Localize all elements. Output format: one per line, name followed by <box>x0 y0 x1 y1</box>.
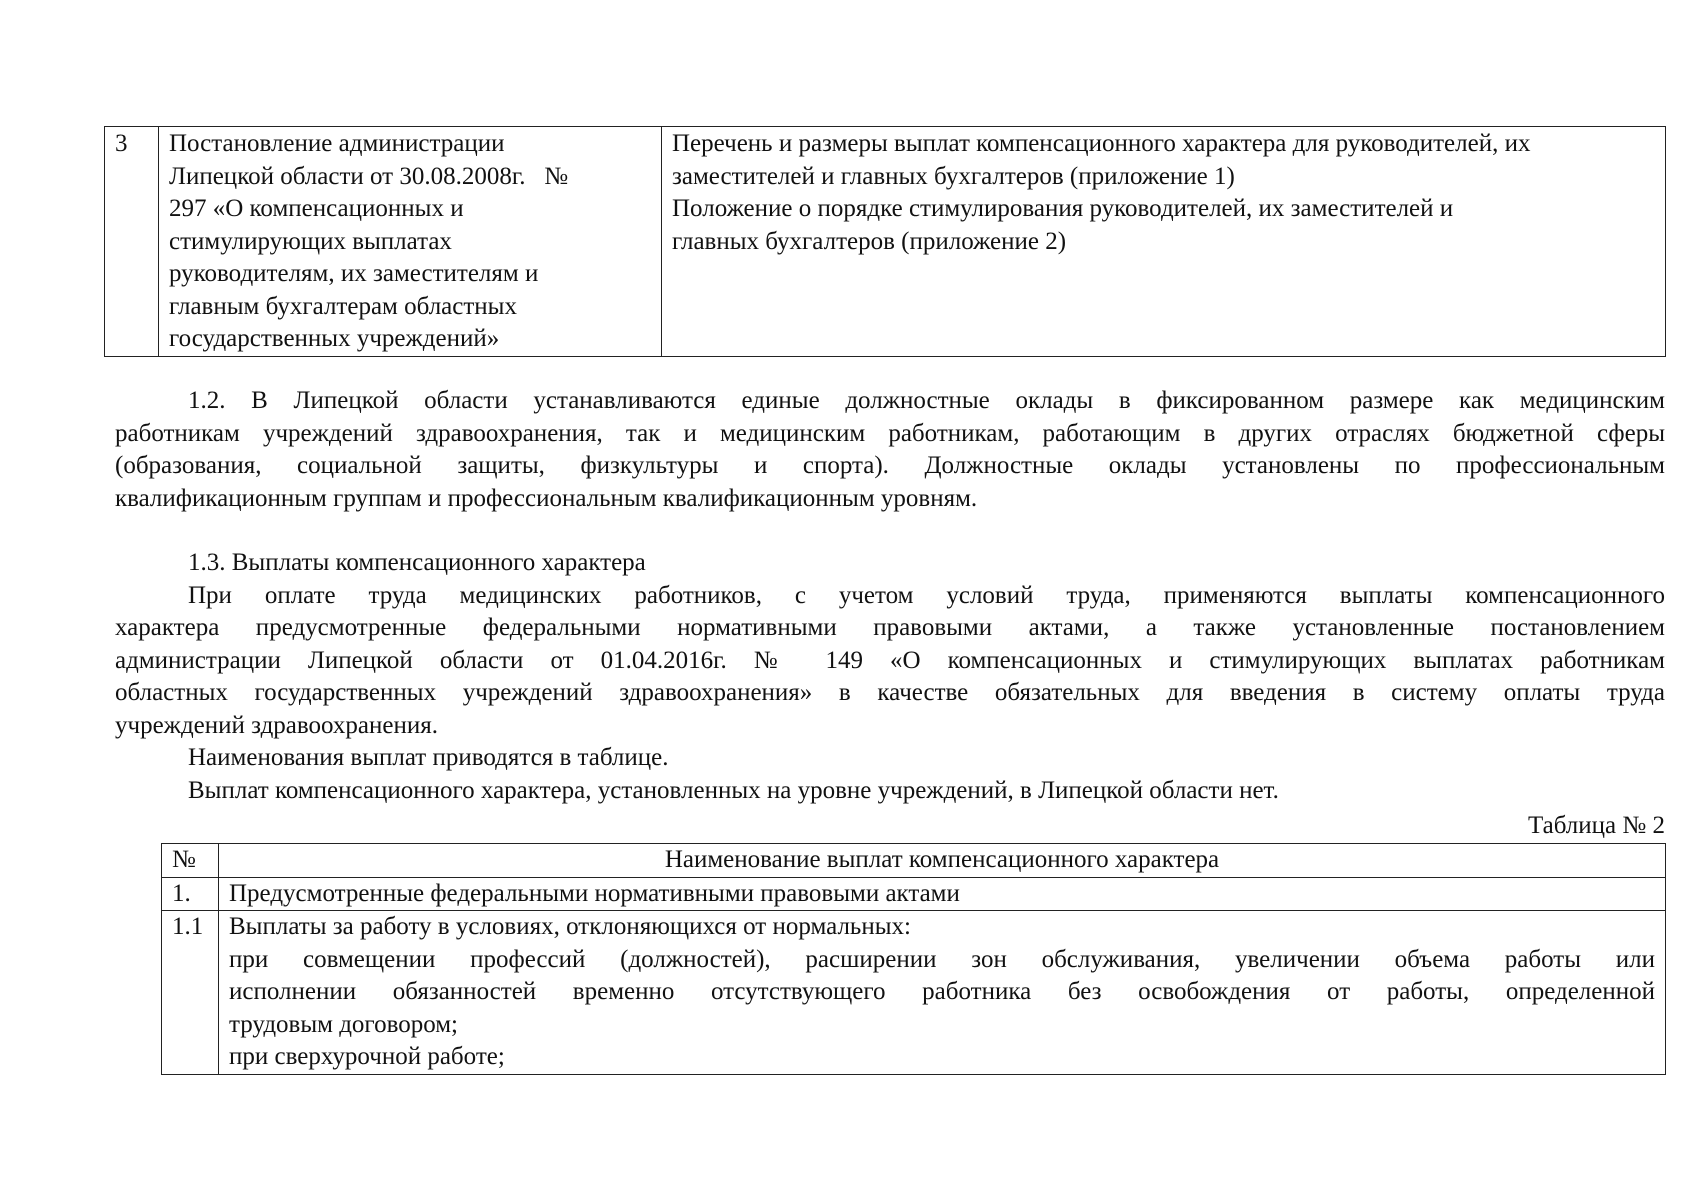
table-header-row <box>162 844 1666 878</box>
paragraph-line: (образования, социальной защиты, физкультуры и спорта). Должностные оклады установлены по профессиональным <box>115 452 1665 479</box>
content-cell <box>662 127 1666 357</box>
section-1-3 <box>115 547 1665 807</box>
paragraph-line: 1.2. В Липецкой области устанавливаются единые должностные оклады в фиксированном размере как медицинским <box>188 387 1665 414</box>
cell-line: Выплаты за работу в условиях, отклоняющихся от нормальных: <box>229 913 911 940</box>
cell-line: при сверхурочной работе; <box>229 1043 505 1070</box>
cell-line: при совмещении профессий (должностей), расширении зон обслуживания, увеличении объема работы или <box>229 945 1655 973</box>
cell-line: исполнении обязанностей временно отсутствующего работника без освобождения от работы, определенной <box>229 978 1655 1005</box>
row-number: 1. <box>162 877 219 911</box>
table-row <box>105 127 1666 357</box>
row-number: 3 <box>105 127 159 357</box>
header-num: № <box>162 844 219 878</box>
cell-line: государственных учреждений» <box>169 325 500 352</box>
section-heading: 1.3. Выплаты компенсационного характера <box>188 549 646 576</box>
cell-line: Липецкой области от 30.08.2008г. № <box>169 162 569 190</box>
cell-line: Предусмотренные федеральными нормативными правовыми актами <box>229 879 960 907</box>
cell-line: стимулирующих выплатах <box>169 227 452 255</box>
paragraph-line: квалификационным группам и профессиональным квалификационным уровням. <box>115 484 978 512</box>
paragraph-line: учреждений здравоохранения. <box>115 711 438 739</box>
cell-line: главным бухгалтерам областных <box>169 292 517 320</box>
table-caption: Таблица № 2 <box>1527 812 1665 839</box>
header-name: Наименование выплат компенсационного характера <box>219 844 1666 878</box>
paragraph-line: работникам учреждений здравоохранения, так и медицинским работникам, работающим в других отраслях бюджетной сферы <box>115 419 1665 447</box>
legal-act-cell <box>159 127 662 357</box>
row-number: 1.1 <box>162 911 219 1075</box>
paragraph-line: При оплате труда медицинских работников, с учетом условий труда, применяются выплаты компенсационного <box>188 581 1665 609</box>
paragraph-line: Выплат компенсационного характера, установленных на уровне учреждений, в Липецкой области нет. <box>188 776 1279 804</box>
legal-acts-table <box>104 126 1666 357</box>
cell-line: Постановление администрации <box>169 130 505 157</box>
paragraph-line: областных государственных учреждений здравоохранения» в качестве обязательных для введения в систему оплаты труда <box>115 679 1665 706</box>
cell-line: заместителей и главных бухгалтеров (приложение 1) <box>672 162 1235 190</box>
cell-line: главных бухгалтеров (приложение 2) <box>672 227 1067 255</box>
cell-line: руководителям, их заместителям и <box>169 260 539 287</box>
table-row <box>162 877 1666 911</box>
cell-line: Положение о порядке стимулирования руководителей, их заместителей и <box>672 195 1454 222</box>
table-row <box>162 911 1666 1075</box>
paragraph-line: администрации Липецкой области от 01.04.2016г. № 149 «О компенсационных и стимулирующих выплатах работникам <box>115 646 1665 674</box>
row-content <box>219 877 1666 911</box>
cell-line: 297 «О компенсационных и <box>169 195 464 222</box>
row-content <box>219 911 1666 1075</box>
cell-line: Перечень и размеры выплат компенсационного характера для руководителей, их <box>672 130 1531 157</box>
compensation-table <box>161 843 1666 1075</box>
paragraph-line: Наименования выплат приводятся в таблице. <box>188 744 669 771</box>
paragraph-1-2 <box>115 385 1665 515</box>
paragraph-line: характера предусмотренные федеральными нормативными правовыми актами, а также установленные постановлением <box>115 614 1665 641</box>
cell-line: трудовым договором; <box>229 1010 458 1038</box>
